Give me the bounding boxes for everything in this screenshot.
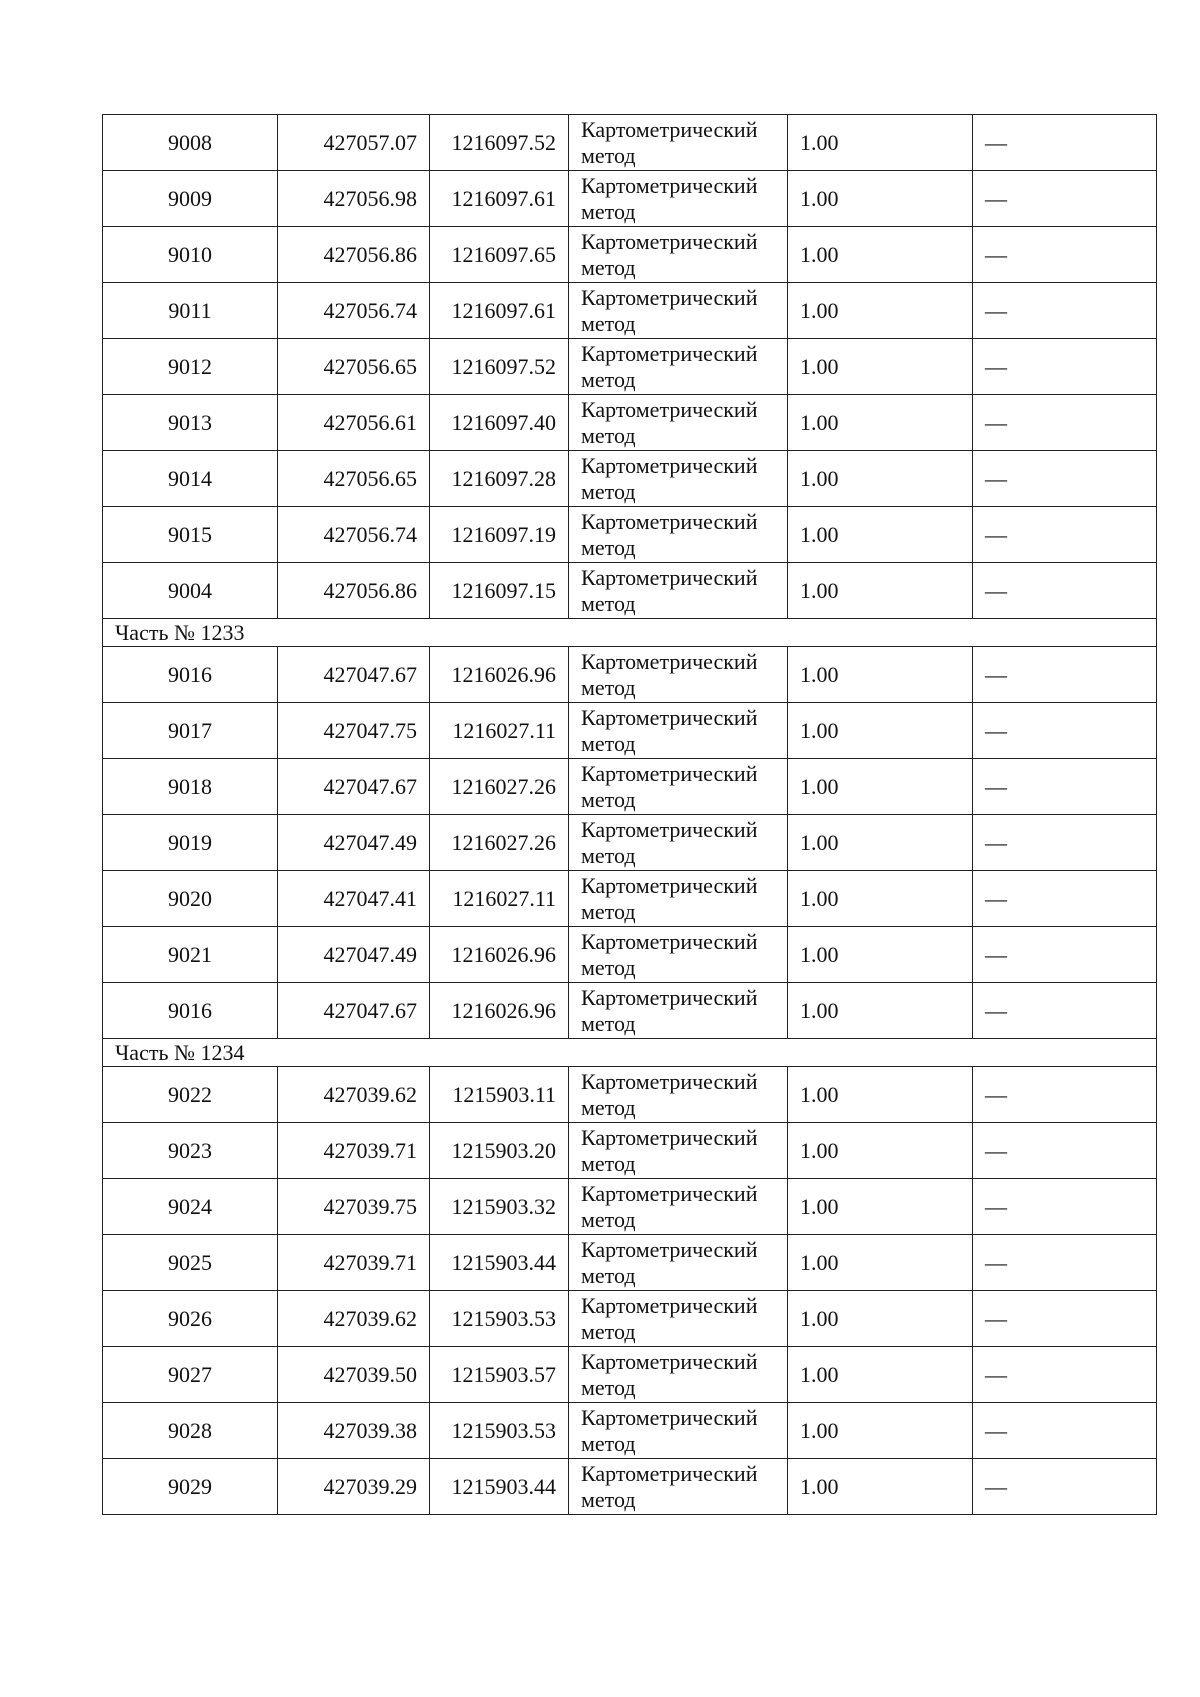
method-text-line2: метод bbox=[581, 198, 636, 224]
x-coordinate-cell: 427056.74 bbox=[278, 507, 430, 563]
x-coordinate-cell: 427047.75 bbox=[278, 703, 430, 759]
point-number-cell: 9008 bbox=[103, 115, 278, 171]
point-number-cell: 9009 bbox=[103, 171, 278, 227]
table-row bbox=[103, 983, 1157, 1039]
x-coordinate-cell: 427047.49 bbox=[278, 815, 430, 871]
method-cell bbox=[569, 507, 788, 563]
table-row bbox=[103, 703, 1157, 759]
method-text-line2: метод bbox=[581, 1150, 636, 1176]
description-cell: — bbox=[973, 395, 1157, 451]
method-cell bbox=[569, 703, 788, 759]
point-number-cell: 9011 bbox=[103, 283, 278, 339]
table-row bbox=[103, 283, 1157, 339]
table-row bbox=[103, 647, 1157, 703]
method-text-line1: Картометрический bbox=[581, 1068, 758, 1094]
accuracy-cell: 1.00 bbox=[788, 283, 973, 339]
table-row bbox=[103, 1403, 1157, 1459]
accuracy-cell: 1.00 bbox=[788, 1347, 973, 1403]
method-text-line1: Картометрический bbox=[581, 1460, 758, 1486]
table-row bbox=[103, 171, 1157, 227]
y-coordinate-cell: 1215903.11 bbox=[430, 1067, 569, 1123]
accuracy-cell: 1.00 bbox=[788, 815, 973, 871]
description-cell: — bbox=[973, 115, 1157, 171]
point-number-cell: 9023 bbox=[103, 1123, 278, 1179]
y-coordinate-cell: 1216097.52 bbox=[430, 339, 569, 395]
description-cell: — bbox=[973, 759, 1157, 815]
method-text-line1: Картометрический bbox=[581, 816, 758, 842]
method-cell bbox=[569, 227, 788, 283]
y-coordinate-cell: 1215903.53 bbox=[430, 1403, 569, 1459]
accuracy-cell: 1.00 bbox=[788, 115, 973, 171]
method-text-line2: метод bbox=[581, 534, 636, 560]
method-text-line2: метод bbox=[581, 422, 636, 448]
method-text-line1: Картометрический bbox=[581, 872, 758, 898]
table-row bbox=[103, 1235, 1157, 1291]
method-text-line1: Картометрический bbox=[581, 648, 758, 674]
method-text-line2: метод bbox=[581, 1430, 636, 1456]
method-cell bbox=[569, 563, 788, 619]
description-cell: — bbox=[973, 507, 1157, 563]
accuracy-cell: 1.00 bbox=[788, 1291, 973, 1347]
section-header-row bbox=[103, 619, 1157, 647]
table-row bbox=[103, 1459, 1157, 1515]
accuracy-cell: 1.00 bbox=[788, 703, 973, 759]
point-number-cell: 9010 bbox=[103, 227, 278, 283]
method-cell bbox=[569, 395, 788, 451]
x-coordinate-cell: 427056.86 bbox=[278, 227, 430, 283]
method-text-line1: Картометрический bbox=[581, 928, 758, 954]
table-row bbox=[103, 759, 1157, 815]
y-coordinate-cell: 1216027.26 bbox=[430, 815, 569, 871]
x-coordinate-cell: 427039.50 bbox=[278, 1347, 430, 1403]
y-coordinate-cell: 1216026.96 bbox=[430, 647, 569, 703]
method-text-line1: Картометрический bbox=[581, 1404, 758, 1430]
y-coordinate-cell: 1216097.52 bbox=[430, 115, 569, 171]
method-cell bbox=[569, 115, 788, 171]
x-coordinate-cell: 427056.65 bbox=[278, 339, 430, 395]
accuracy-cell: 1.00 bbox=[788, 647, 973, 703]
table-row bbox=[103, 507, 1157, 563]
method-text-line1: Картометрический bbox=[581, 1124, 758, 1150]
method-cell bbox=[569, 1235, 788, 1291]
method-text-line2: метод bbox=[581, 1374, 636, 1400]
y-coordinate-cell: 1216027.26 bbox=[430, 759, 569, 815]
method-text-line1: Картометрический bbox=[581, 1180, 758, 1206]
point-number-cell: 9028 bbox=[103, 1403, 278, 1459]
point-number-cell: 9004 bbox=[103, 563, 278, 619]
method-text-line2: метод bbox=[581, 142, 636, 168]
method-cell bbox=[569, 759, 788, 815]
method-text-line1: Картометрический bbox=[581, 116, 758, 142]
coordinates-table-body bbox=[103, 115, 1157, 1515]
description-cell: — bbox=[973, 703, 1157, 759]
point-number-cell: 9014 bbox=[103, 451, 278, 507]
table-row bbox=[103, 1123, 1157, 1179]
description-cell: — bbox=[973, 1067, 1157, 1123]
method-cell bbox=[569, 647, 788, 703]
method-text-line2: метод bbox=[581, 366, 636, 392]
method-text-line1: Картометрический bbox=[581, 984, 758, 1010]
x-coordinate-cell: 427056.65 bbox=[278, 451, 430, 507]
y-coordinate-cell: 1215903.44 bbox=[430, 1235, 569, 1291]
method-cell bbox=[569, 451, 788, 507]
x-coordinate-cell: 427056.61 bbox=[278, 395, 430, 451]
y-coordinate-cell: 1216097.40 bbox=[430, 395, 569, 451]
accuracy-cell: 1.00 bbox=[788, 871, 973, 927]
method-text-line1: Картометрический bbox=[581, 396, 758, 422]
method-text-line2: метод bbox=[581, 674, 636, 700]
accuracy-cell: 1.00 bbox=[788, 451, 973, 507]
table-row bbox=[103, 1067, 1157, 1123]
point-number-cell: 9022 bbox=[103, 1067, 278, 1123]
method-text-line2: метод bbox=[581, 254, 636, 280]
method-text-line1: Картометрический bbox=[581, 704, 758, 730]
method-text-line2: метод bbox=[581, 1010, 636, 1036]
method-cell bbox=[569, 171, 788, 227]
y-coordinate-cell: 1216097.15 bbox=[430, 563, 569, 619]
y-coordinate-cell: 1215903.32 bbox=[430, 1179, 569, 1235]
method-cell bbox=[569, 871, 788, 927]
table-row bbox=[103, 1347, 1157, 1403]
method-text-line2: метод bbox=[581, 898, 636, 924]
description-cell: — bbox=[973, 927, 1157, 983]
method-text-line2: метод bbox=[581, 478, 636, 504]
point-number-cell: 9024 bbox=[103, 1179, 278, 1235]
y-coordinate-cell: 1216097.65 bbox=[430, 227, 569, 283]
point-number-cell: 9016 bbox=[103, 647, 278, 703]
table-row bbox=[103, 871, 1157, 927]
y-coordinate-cell: 1216027.11 bbox=[430, 703, 569, 759]
accuracy-cell: 1.00 bbox=[788, 1123, 973, 1179]
table-row bbox=[103, 115, 1157, 171]
description-cell: — bbox=[973, 1403, 1157, 1459]
description-cell: — bbox=[973, 815, 1157, 871]
accuracy-cell: 1.00 bbox=[788, 395, 973, 451]
point-number-cell: 9026 bbox=[103, 1291, 278, 1347]
method-text-line1: Картометрический bbox=[581, 1236, 758, 1262]
accuracy-cell: 1.00 bbox=[788, 563, 973, 619]
table-row bbox=[103, 339, 1157, 395]
y-coordinate-cell: 1216097.19 bbox=[430, 507, 569, 563]
accuracy-cell: 1.00 bbox=[788, 927, 973, 983]
method-cell bbox=[569, 815, 788, 871]
method-text-line1: Картометрический bbox=[581, 340, 758, 366]
point-number-cell: 9016 bbox=[103, 983, 278, 1039]
accuracy-cell: 1.00 bbox=[788, 171, 973, 227]
y-coordinate-cell: 1216097.61 bbox=[430, 283, 569, 339]
point-number-cell: 9018 bbox=[103, 759, 278, 815]
accuracy-cell: 1.00 bbox=[788, 227, 973, 283]
method-text-line1: Картометрический bbox=[581, 172, 758, 198]
y-coordinate-cell: 1216097.28 bbox=[430, 451, 569, 507]
method-cell bbox=[569, 1179, 788, 1235]
table-row bbox=[103, 227, 1157, 283]
x-coordinate-cell: 427056.86 bbox=[278, 563, 430, 619]
x-coordinate-cell: 427039.62 bbox=[278, 1067, 430, 1123]
method-text-line2: метод bbox=[581, 842, 636, 868]
accuracy-cell: 1.00 bbox=[788, 759, 973, 815]
x-coordinate-cell: 427047.67 bbox=[278, 983, 430, 1039]
method-text-line1: Картометрический bbox=[581, 564, 758, 590]
accuracy-cell: 1.00 bbox=[788, 1403, 973, 1459]
x-coordinate-cell: 427056.98 bbox=[278, 171, 430, 227]
method-cell bbox=[569, 339, 788, 395]
method-text-line2: метод bbox=[581, 310, 636, 336]
x-coordinate-cell: 427039.71 bbox=[278, 1123, 430, 1179]
x-coordinate-cell: 427039.29 bbox=[278, 1459, 430, 1515]
y-coordinate-cell: 1215903.53 bbox=[430, 1291, 569, 1347]
accuracy-cell: 1.00 bbox=[788, 983, 973, 1039]
y-coordinate-cell: 1216026.96 bbox=[430, 927, 569, 983]
method-cell bbox=[569, 283, 788, 339]
description-cell: — bbox=[973, 983, 1157, 1039]
section-header-row bbox=[103, 1039, 1157, 1067]
x-coordinate-cell: 427047.67 bbox=[278, 647, 430, 703]
accuracy-cell: 1.00 bbox=[788, 339, 973, 395]
description-cell: — bbox=[973, 1291, 1157, 1347]
point-number-cell: 9020 bbox=[103, 871, 278, 927]
description-cell: — bbox=[973, 1347, 1157, 1403]
description-cell: — bbox=[973, 1123, 1157, 1179]
x-coordinate-cell: 427056.74 bbox=[278, 283, 430, 339]
description-cell: — bbox=[973, 227, 1157, 283]
method-cell bbox=[569, 1123, 788, 1179]
y-coordinate-cell: 1215903.57 bbox=[430, 1347, 569, 1403]
point-number-cell: 9027 bbox=[103, 1347, 278, 1403]
table-row bbox=[103, 927, 1157, 983]
x-coordinate-cell: 427047.41 bbox=[278, 871, 430, 927]
method-text-line1: Картометрический bbox=[581, 228, 758, 254]
description-cell: — bbox=[973, 871, 1157, 927]
point-number-cell: 9013 bbox=[103, 395, 278, 451]
method-text-line2: метод bbox=[581, 1206, 636, 1232]
method-text-line2: метод bbox=[581, 1094, 636, 1120]
x-coordinate-cell: 427039.38 bbox=[278, 1403, 430, 1459]
method-text-line2: метод bbox=[581, 786, 636, 812]
method-text-line1: Картометрический bbox=[581, 284, 758, 310]
accuracy-cell: 1.00 bbox=[788, 1067, 973, 1123]
accuracy-cell: 1.00 bbox=[788, 1459, 973, 1515]
point-number-cell: 9017 bbox=[103, 703, 278, 759]
description-cell: — bbox=[973, 451, 1157, 507]
description-cell: — bbox=[973, 1235, 1157, 1291]
method-text-line1: Картометрический bbox=[581, 508, 758, 534]
method-text-line1: Картометрический bbox=[581, 760, 758, 786]
x-coordinate-cell: 427039.71 bbox=[278, 1235, 430, 1291]
accuracy-cell: 1.00 bbox=[788, 1179, 973, 1235]
description-cell: — bbox=[973, 283, 1157, 339]
table-row bbox=[103, 1179, 1157, 1235]
method-text-line1: Картометрический bbox=[581, 1348, 758, 1374]
method-cell bbox=[569, 1347, 788, 1403]
x-coordinate-cell: 427057.07 bbox=[278, 115, 430, 171]
table-row bbox=[103, 1291, 1157, 1347]
y-coordinate-cell: 1215903.44 bbox=[430, 1459, 569, 1515]
method-text-line2: метод bbox=[581, 590, 636, 616]
accuracy-cell: 1.00 bbox=[788, 1235, 973, 1291]
table-row bbox=[103, 395, 1157, 451]
method-cell bbox=[569, 927, 788, 983]
description-cell: — bbox=[973, 563, 1157, 619]
accuracy-cell: 1.00 bbox=[788, 507, 973, 563]
x-coordinate-cell: 427039.62 bbox=[278, 1291, 430, 1347]
y-coordinate-cell: 1216027.11 bbox=[430, 871, 569, 927]
method-cell bbox=[569, 1291, 788, 1347]
point-number-cell: 9015 bbox=[103, 507, 278, 563]
method-text-line1: Картометрический bbox=[581, 452, 758, 478]
x-coordinate-cell: 427047.49 bbox=[278, 927, 430, 983]
table-row bbox=[103, 815, 1157, 871]
method-cell bbox=[569, 1459, 788, 1515]
method-text-line2: метод bbox=[581, 730, 636, 756]
section-label: Часть № 1234 bbox=[103, 1039, 1157, 1067]
method-text-line2: метод bbox=[581, 954, 636, 980]
x-coordinate-cell: 427039.75 bbox=[278, 1179, 430, 1235]
method-text-line2: метод bbox=[581, 1486, 636, 1512]
method-cell bbox=[569, 983, 788, 1039]
section-label: Часть № 1233 bbox=[103, 619, 1157, 647]
point-number-cell: 9019 bbox=[103, 815, 278, 871]
method-text-line2: метод bbox=[581, 1262, 636, 1288]
x-coordinate-cell: 427047.67 bbox=[278, 759, 430, 815]
point-number-cell: 9012 bbox=[103, 339, 278, 395]
description-cell: — bbox=[973, 171, 1157, 227]
table-row bbox=[103, 563, 1157, 619]
table-row bbox=[103, 451, 1157, 507]
description-cell: — bbox=[973, 647, 1157, 703]
description-cell: — bbox=[973, 339, 1157, 395]
point-number-cell: 9025 bbox=[103, 1235, 278, 1291]
description-cell: — bbox=[973, 1179, 1157, 1235]
method-text-line2: метод bbox=[581, 1318, 636, 1344]
description-cell: — bbox=[973, 1459, 1157, 1515]
y-coordinate-cell: 1215903.20 bbox=[430, 1123, 569, 1179]
y-coordinate-cell: 1216097.61 bbox=[430, 171, 569, 227]
coordinates-table bbox=[102, 114, 1157, 1515]
method-text-line1: Картометрический bbox=[581, 1292, 758, 1318]
point-number-cell: 9029 bbox=[103, 1459, 278, 1515]
point-number-cell: 9021 bbox=[103, 927, 278, 983]
method-cell bbox=[569, 1403, 788, 1459]
method-cell bbox=[569, 1067, 788, 1123]
y-coordinate-cell: 1216026.96 bbox=[430, 983, 569, 1039]
